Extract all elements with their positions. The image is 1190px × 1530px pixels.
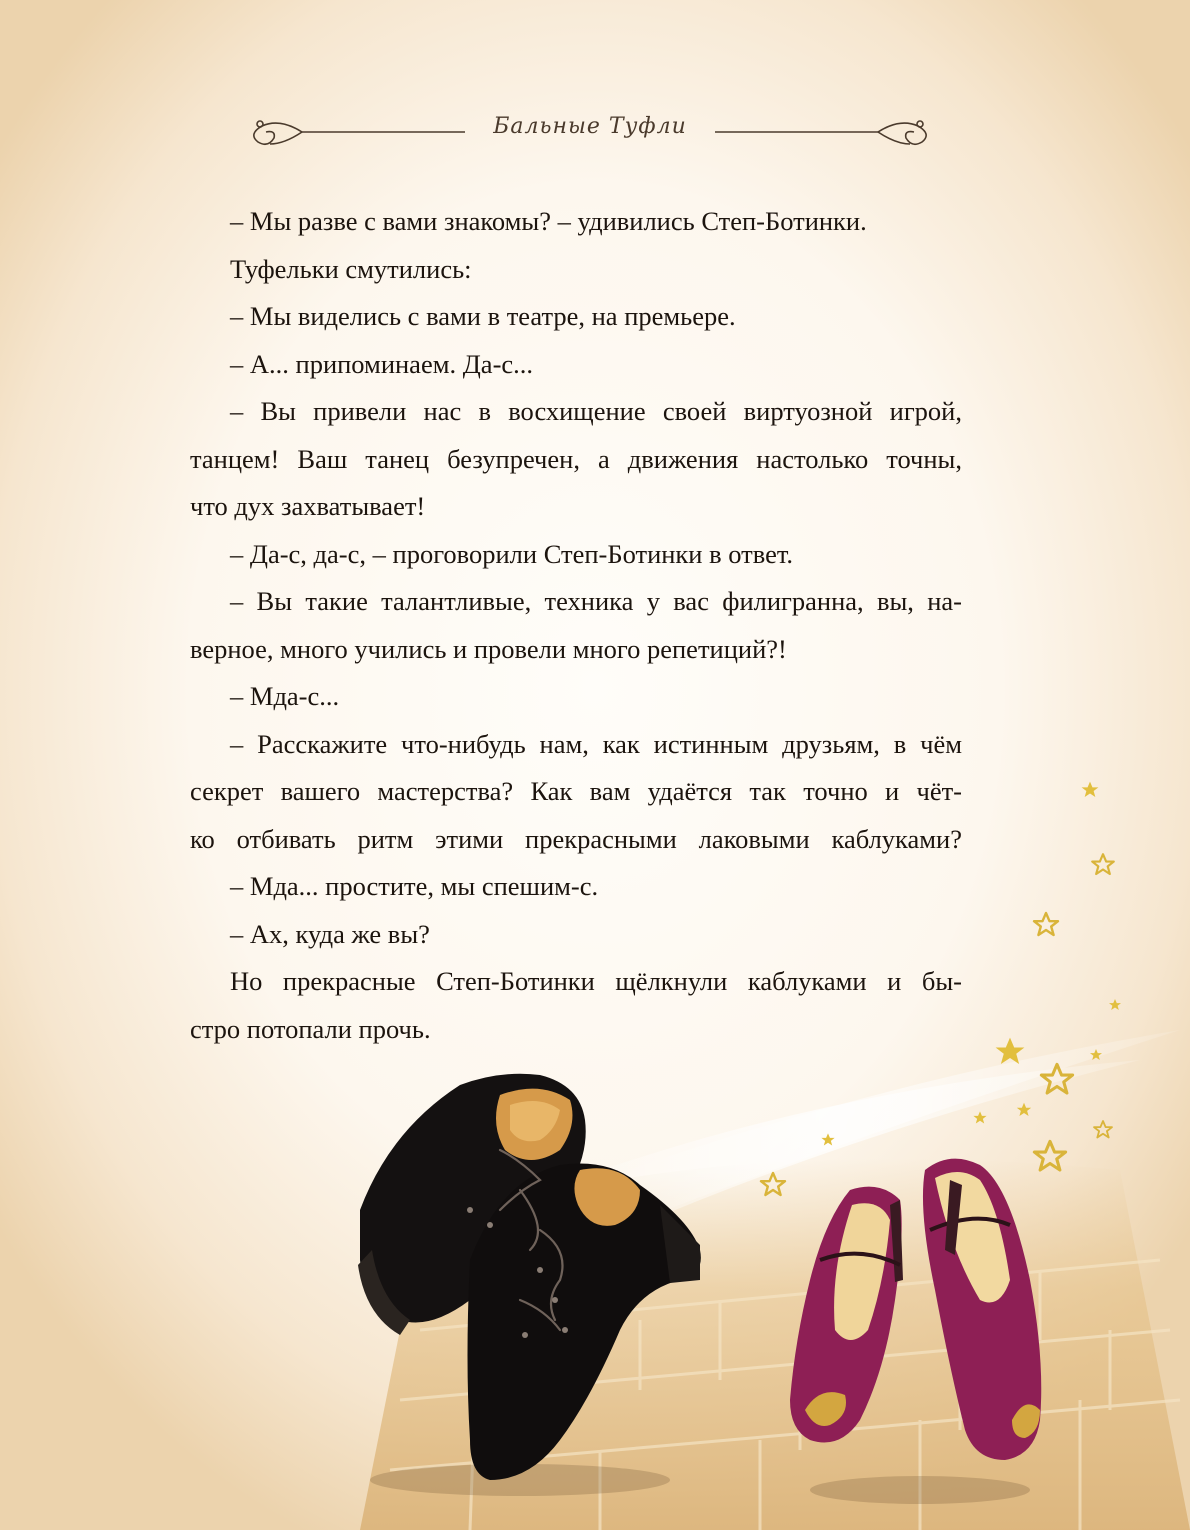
- text-line: танцем! Ваш танец безупречен, а движения настолько точны,: [190, 443, 962, 474]
- text-line: – Мда... простите, мы спешим-с.: [230, 871, 599, 901]
- text-line: Но прекрасные Степ-Ботинки щёлкнули каблуками и бы-: [230, 966, 962, 996]
- text-line: что дух захватывает!: [190, 491, 426, 521]
- text-line: – Расскажите что-нибудь нам, как истинным друзьям, в чём: [230, 728, 962, 759]
- text-line: – Мы разве с вами знакомы? – удивились Степ-Ботинки.: [230, 206, 867, 236]
- text-line: – Вы привели нас в восхищение своей виртуозной игрой,: [230, 396, 962, 426]
- story-text: [190, 198, 962, 1053]
- text-line: ко отбивать ритм этими прекрасными лаковыми каблуками?: [190, 823, 962, 854]
- text-line: – А... припоминаем. Да-с...: [230, 348, 534, 379]
- text-line: – Вы такие талантливые, техника у вас филигранна, вы, на-: [230, 586, 962, 616]
- text-line: – Да-с, да-с, – проговорили Степ-Ботинки в ответ.: [230, 538, 794, 569]
- text-line: секрет вашего мастерства? Как вам удаётся так точно и чёт-: [190, 776, 962, 806]
- text-line: – Мда-с...: [230, 681, 340, 711]
- text-line: верное, много учились и провели много репетиций?!: [190, 633, 787, 664]
- header-title: Бальные Туфли: [493, 114, 687, 139]
- text-line: – Мы виделись с вами в театре, на премьере.: [230, 301, 736, 331]
- text-line: Туфельки смутились:: [230, 253, 472, 284]
- text-line: – Ах, куда же вы?: [230, 918, 430, 949]
- text-line: стро потопали прочь.: [190, 1013, 431, 1044]
- running-header: [240, 100, 940, 160]
